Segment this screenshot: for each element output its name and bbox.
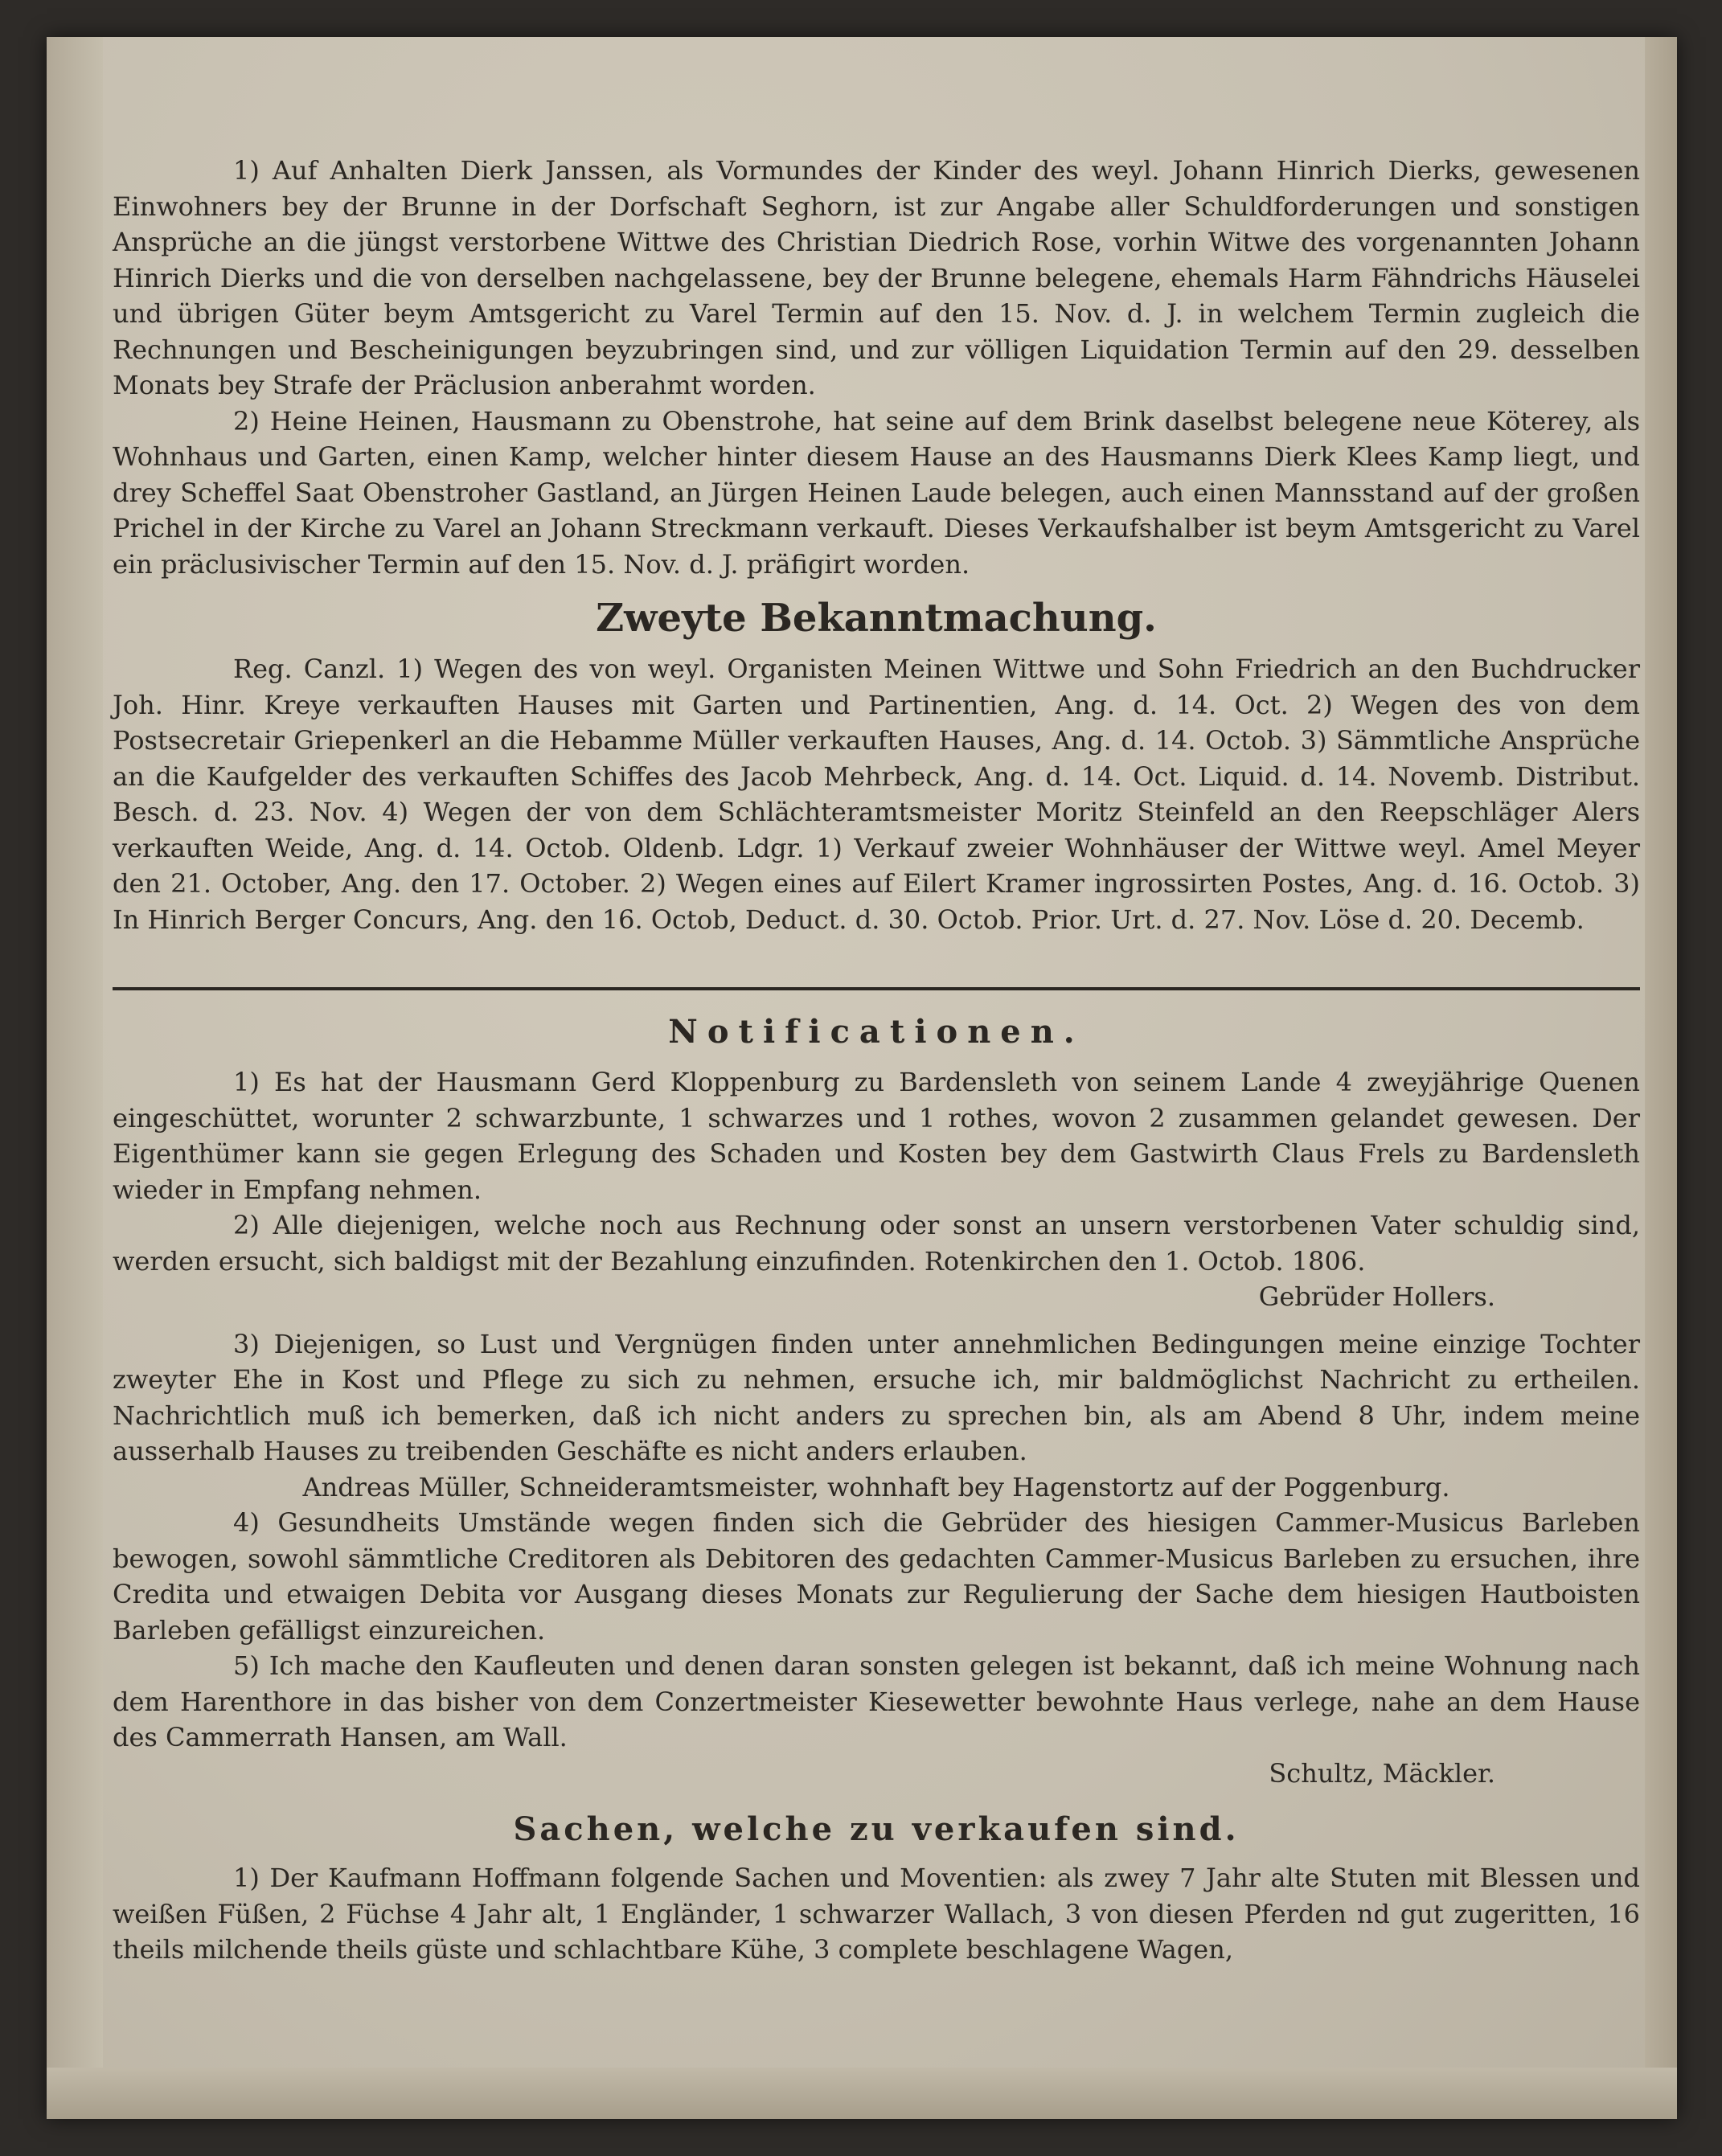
- page-text: [113, 153, 1640, 1968]
- page-binding-edge: [47, 37, 103, 2119]
- notification-1: 1) Es hat der Hausmann Gerd Kloppenburg zu Bardensleth von seinem Lande 4 zweyjährige Quenen eingeschüttet, worunter 2 schwarzbunte, 1 schwarzes und 1 rothes, wovon 2 zusammen gelandet gewesen. Der Eigenthümer kann sie gegen Erlegung des Schaden und Kosten bey dem Gastwirth Claus Frels zu Bardensleth wieder in Empfang nehmen.: [113, 1067, 1640, 1205]
- second-notice-paragraph: Reg. Canzl. 1) Wegen des von weyl. Organisten Meinen Wittwe und Sohn Friedrich an den Buchdrucker Joh. Hinr. Kreye verkauften Hauses mit Garten und Partinentien, Ang. d. 14. Oct. 2) Wegen des von dem Postsecretair Griepenkerl an die Hebamme Müller verkauften Hauses, Ang. d. 14. Octob. 3) Sämmtliche Ansprüche an die Kaufgelder des verkauften Schiffes des Jacob Mehrbeck, Ang. d. 14. Oct. Liquid. d. 14. Novemb. Distribut. Besch. d. 23. Nov. 4) Wegen der von dem Schlächteramtsmeister Moritz Steinfeld an den Reepschläger Alers verkauften Weide, Ang. d. 14. Octob. Oldenb. Ldgr. 1) Verkauf zweier Wohnhäuser der Wittwe weyl. Amel Meyer den 21. October, Ang. den 17. October. 2) Wegen eines auf Eilert Kramer ingrossirten Postes, Ang. d. 16. Octob. 3) In Hinrich Berger Concurs, Ang. den 16. Octob, Deduct. d. 30. Octob. Prior. Urt. d. 27. Nov. Löse d. 20. Decemb.: [113, 654, 1640, 935]
- for-sale-item-1: 1) Der Kaufmann Hoffmann folgende Sachen und Moventien: als zwey 7 Jahr alte Stuten mit Blessen und weißen Füßen, 2 Füchse 4 Jahr alt, 1 Engländer, 1 schwarzer Wallach, 3 von diesen Pferden nd gut zugeritten, 16 theils milchende theils güste und schlachtbare Kühe, 3 complete beschlagene Wagen,: [113, 1863, 1640, 1965]
- notification-3-signature: Andreas Müller, Schneideramtsmeister, wohnhaft bey Hagenstortz auf der Poggenburg.: [302, 1471, 1450, 1502]
- page-bottom-edge: [47, 2068, 1677, 2119]
- for-sale-heading: Sachen, welche zu verkaufen sind.: [513, 1810, 1240, 1848]
- first-notice-paragraph-1: 1) Auf Anhalten Dierk Janssen, als Vormundes der Kinder des weyl. Johann Hinrich Dierks, gewesenen Einwohners bey der Brunne in der Dorfschaft Seghorn, ist zur Angabe aller Schuldforderungen und sonstigen Ansprüche an die jüngst verstorbene Wittwe des Christian Diedrich Rose, vorhin Witwe des vorgenannten Johann Hinrich Dierks und die von derselben nachgelassene, bey der Brunne belegene, ehemals Harm Fähndrichs Häuselei und übrigen Güter beym Amtsgericht zu Varel Termin auf den 15. Nov. d. J. in welchem Termin zugleich die Rechnungen und Bescheinigungen beyzubringen sind, und zur völligen Liquidation Termin auf den 29. desselben Monats bey Strafe der Präclusion anberahmt worden.: [113, 155, 1640, 400]
- notification-2-signature: Gebrüder Hollers.: [1258, 1281, 1495, 1312]
- notification-5: 5) Ich mache den Kaufleuten und denen daran sonsten gelegen ist bekannt, daß ich meine Wohnung nach dem Harenthore in das bisher von dem Conzertmeister Kiesewetter bewohnte Haus verlege, nahe an dem Hause des Cammerrath Hansen, am Wall.: [113, 1650, 1640, 1752]
- notification-3: 3) Diejenigen, so Lust und Vergnügen finden unter annehmlichen Bedingungen meine einzige Tochter zweyter Ehe in Kost und Pflege zu sich zu nehmen, ersuche ich, mir baldmöglichst Nachricht zu ertheilen. Nachrichtlich muß ich bemerken, daß ich nicht anders zu sprechen bin, als am Abend 8 Uhr, indem meine ausserhalb Hauses zu treibenden Geschäfte es nicht anders erlauben.: [113, 1328, 1640, 1466]
- notification-2: 2) Alle diejenigen, welche noch aus Rechnung oder sonst an unsern verstorbenen Vater schuldig sind, werden ersucht, sich baldigst mit der Bezahlung einzufinden. Rotenkirchen den 1. Octob. 1806.: [113, 1210, 1640, 1277]
- notification-4: 4) Gesundheits Umstände wegen finden sich die Gebrüder des hiesigen Cammer-Musicus Barleben bewogen, sowohl sämmtliche Creditoren als Debitoren des gedachten Cammer-Musicus Barleben zu ersuchen, ihre Credita und etwaigen Debita vor Ausgang dieses Monats zur Regulierung der Sache dem hiesigen Hautboisten Barleben gefälligst einzureichen.: [113, 1507, 1640, 1646]
- notifications-heading: Notificationen.: [668, 1013, 1084, 1051]
- page-right-edge: [1645, 37, 1677, 2119]
- second-notice-heading: Zweyte Bekanntmachung.: [596, 596, 1157, 641]
- section-divider: [113, 987, 1640, 990]
- notification-5-signature: Schultz, Mäckler.: [1269, 1757, 1495, 1789]
- first-notice-paragraph-2: 2) Heine Heinen, Hausmann zu Obenstrohe, hat seine auf dem Brink daselbst belegene neue Köterey, als Wohnhaus und Garten, einen Kamp, welcher hinter diesem Hause an des Hausmanns Dierk Klees Kamp liegt, und drey Scheffel Saat Obenstroher Gastland, an Jürgen Heinen Laude belegen, auch einen Mannsstand auf der großen Prichel in der Kirche zu Varel an Johann Streckmann verkauft. Dieses Verkaufshalber ist beym Amtsgericht zu Varel ein präclusivischer Termin auf den 15. Nov. d. J. präfigirt worden.: [113, 405, 1640, 580]
